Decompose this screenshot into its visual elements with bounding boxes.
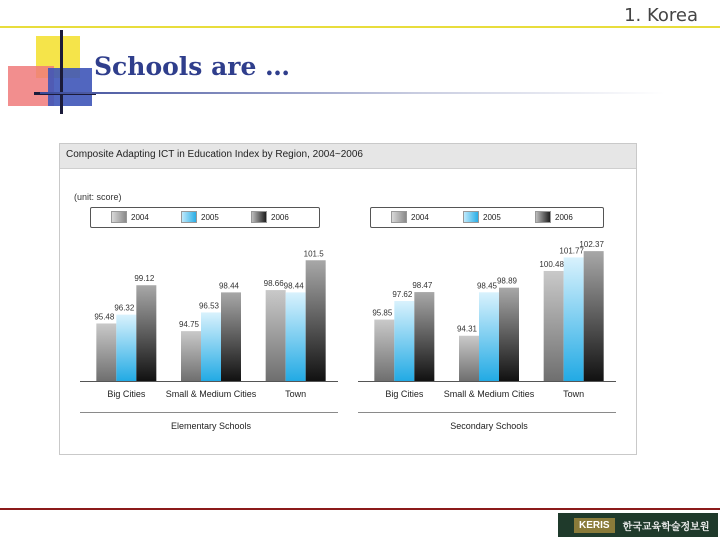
logo-mark: KERIS (574, 518, 615, 533)
legend-label: 2005 (483, 212, 501, 222)
data-label: 94.75 (178, 320, 200, 330)
category-label: Small & Medium Cities (165, 389, 257, 399)
category-label: Big Cities (107, 389, 146, 399)
category-label: Town (285, 389, 307, 399)
legend-label: 2006 (271, 212, 289, 222)
bar-2005 (394, 301, 414, 381)
legend-label: 2006 (555, 212, 573, 222)
data-label: 94.31 (456, 324, 478, 334)
category-label: Town (563, 389, 585, 399)
data-label: 96.53 (198, 301, 220, 311)
data-label: 98.45 (476, 281, 498, 291)
category-label: Big Cities (385, 389, 424, 399)
unit-label: (unit: score) (74, 192, 122, 202)
legend-label: 2004 (411, 212, 429, 222)
data-label: 101.77 (559, 246, 584, 256)
bar-2005 (479, 292, 499, 381)
bar-2006 (414, 292, 434, 381)
data-label: 98.44 (283, 281, 304, 291)
bar-chart (60, 144, 636, 454)
title-rule (40, 92, 665, 94)
chart-title: Composite Adapting ICT in Education Index by Region, 2004~2006 (66, 149, 363, 160)
data-label: 98.44 (218, 281, 240, 291)
bar-2004 (459, 336, 479, 381)
data-label: 98.66 (263, 279, 284, 289)
legend-label: 2004 (131, 212, 149, 222)
bar-2004 (181, 331, 201, 381)
bar-2004 (96, 323, 116, 381)
bar-2004 (266, 290, 286, 381)
page-tag: 1. Korea (624, 5, 698, 26)
legend-label: 2005 (201, 212, 219, 222)
footer-logo (558, 513, 718, 537)
category-label: Small & Medium Cities (443, 389, 535, 399)
data-label: 102.37 (579, 240, 604, 250)
data-label: 95.85 (372, 308, 393, 318)
bar-2005 (201, 312, 221, 381)
data-label: 98.89 (496, 276, 518, 286)
bar-2005 (116, 315, 136, 381)
data-label: 97.62 (392, 289, 413, 299)
data-label: 99.12 (134, 274, 155, 284)
bar-2004 (544, 271, 564, 381)
bar-2005 (564, 257, 584, 381)
chart-figure (59, 143, 637, 455)
org-name: 한국교육학술정보원 (622, 521, 710, 533)
bar-2006 (221, 292, 241, 381)
data-label: 96.32 (114, 303, 135, 313)
data-label: 100.48 (539, 259, 564, 269)
bottom-rule (0, 508, 720, 510)
bar-2006 (306, 260, 326, 381)
bar-2006 (499, 288, 519, 381)
bar-2005 (286, 292, 306, 381)
slide-title: Schools are … (94, 52, 291, 81)
bar-2006 (584, 251, 604, 381)
panel-title: Elementary Schools (170, 421, 252, 431)
data-label: 98.47 (412, 281, 433, 291)
panel-title: Secondary Schools (450, 421, 528, 431)
data-label: 95.48 (94, 312, 115, 322)
bar-2004 (374, 320, 394, 381)
data-label: 101.5 (303, 249, 324, 259)
bar-2006 (136, 285, 156, 381)
